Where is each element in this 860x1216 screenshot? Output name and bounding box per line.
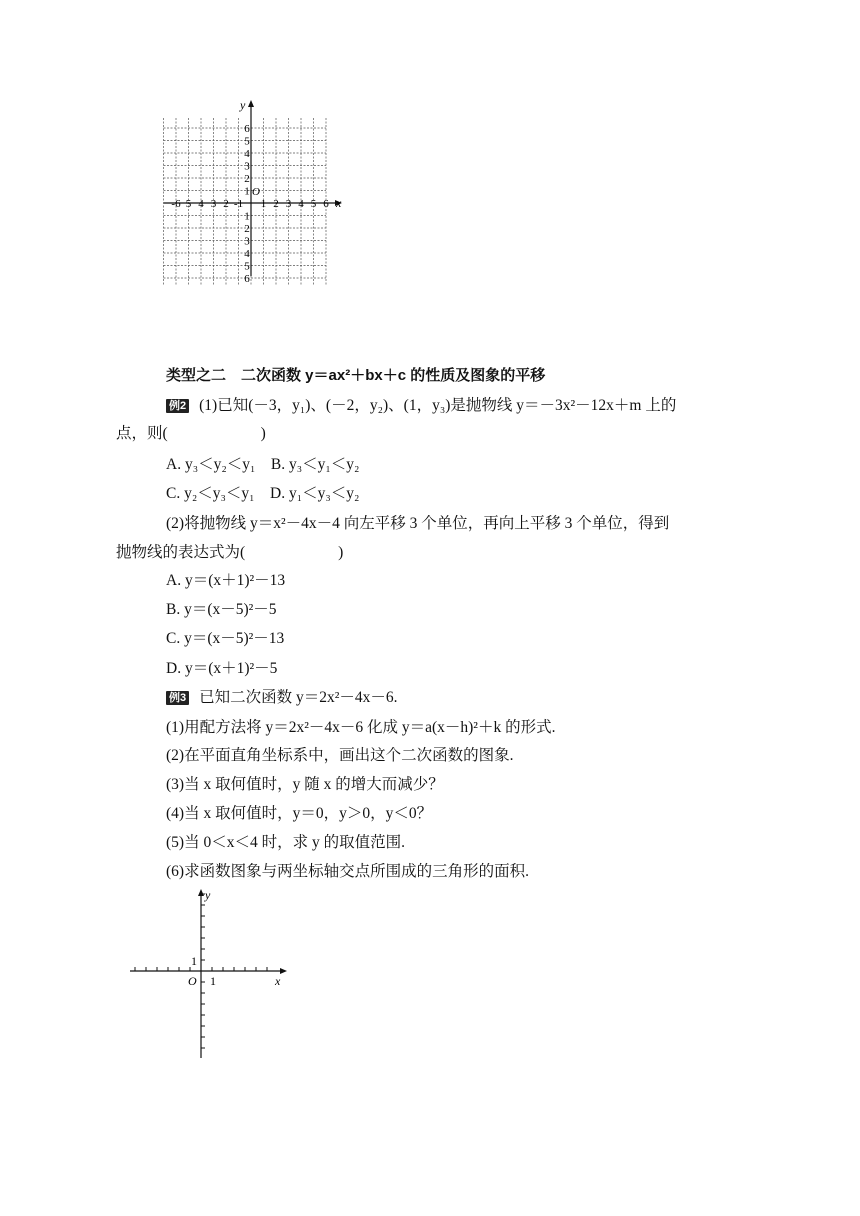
grid-x-tick-label: 2	[273, 198, 279, 210]
axes-x-label: x	[275, 974, 281, 988]
grid-y-tick-label: 6	[244, 123, 250, 135]
grid-x-tick-label: 3	[210, 198, 217, 210]
example2-q2-line2: 抛物线的表达式为( )	[116, 544, 344, 561]
grid-y-tick-label: 4	[244, 148, 250, 160]
grid-y-tick-label: 2	[244, 173, 250, 185]
grid-y-tick-label: 4	[244, 248, 250, 260]
grid-x-tick-label: 5	[185, 198, 192, 210]
example2-q2-option-d: D. y＝(x＋1)²－5	[166, 660, 278, 677]
example2-q1-line1	[166, 396, 676, 416]
axes-y-label: y	[205, 888, 211, 902]
grid-coordinate-figure	[160, 96, 360, 286]
example3-item-1: (1)用配方法将 y＝2x²－4x－6 化成 y＝a(x－h)²＋k 的形式.	[166, 719, 556, 736]
grid-x-tick-label: 6	[323, 198, 329, 210]
example3-item-2: (2)在平面直角坐标系中，画出这个二次函数的图象.	[166, 747, 514, 764]
grid-y-tick-label: 1	[244, 185, 250, 198]
example2-q1-options-row2: C. y₂＜y₃＜y₁ D. y₁＜y₃＜y₂	[166, 485, 360, 502]
example3-intro: 已知二次函数 y＝2x²－4x－6.	[199, 689, 398, 706]
axes-unit-x-label: 1	[210, 974, 216, 988]
grid-y-arrow-icon	[248, 100, 254, 107]
axes-y-arrow-icon	[198, 889, 204, 896]
example3-item-6: (6)求函数图象与两坐标轴交点所围成的三角形的面积.	[166, 863, 529, 880]
grid-x-tick-label: 1	[260, 198, 267, 210]
grid-x-tick-label: 4	[298, 198, 304, 210]
example2-q1-line2: 点，则( )	[116, 425, 266, 442]
grid-x-tick-label: 5	[310, 198, 317, 210]
grid-x-tick-label: 3	[285, 198, 292, 210]
grid-y-tick-label: 6	[244, 273, 250, 285]
example3-intro-line	[166, 688, 398, 708]
grid-x-tick-label: -1	[233, 198, 244, 210]
axes-unit-y-label: 1	[191, 954, 197, 968]
example2-q1-text: (1)已知(－3，y₁)、(－2，y₂)、(1，y₃)是抛物线 y＝－3x²－12x＋m 上的	[199, 397, 677, 414]
grid-x-tick-label: 4	[198, 198, 204, 210]
grid-x-tick-label: -6	[171, 198, 181, 210]
example2-badge: 例2	[166, 399, 189, 413]
example2-q2-option-c: C. y＝(x－5)²－13	[166, 630, 285, 647]
example3-item-5: (5)当 0＜x＜4 时，求 y 的取值范围.	[166, 834, 405, 851]
example3-badge: 例3	[166, 691, 189, 705]
section-heading: 类型之二 二次函数 y＝ax²＋bx＋c 的性质及图象的平移	[166, 367, 546, 384]
axes-x-arrow-icon	[280, 968, 287, 974]
grid-y-tick-label: 5	[244, 260, 250, 273]
grid-x-label: x	[336, 196, 342, 210]
axes-coordinate-figure	[124, 884, 294, 1062]
example2-q2-line1: (2)将抛物线 y＝x²－4x－4 向左平移 3 个单位，再向上平移 3 个单位，得到	[166, 515, 670, 532]
example2-q2-option-a: A. y＝(x＋1)²－13	[166, 572, 286, 589]
grid-y-tick-label: 3	[244, 160, 250, 173]
example3-item-4: (4)当 x 取何值时，y＝0，y＞0，y＜0？	[166, 805, 433, 822]
grid-x-tick-label: 2	[223, 198, 229, 210]
grid-y-tick-label: 3	[244, 235, 250, 248]
axes-origin-label: O	[188, 974, 197, 988]
grid-y-label: y	[240, 98, 246, 112]
grid-y-tick-label: 2	[244, 223, 250, 235]
grid-origin-label: O	[252, 186, 260, 198]
example2-q2-option-b: B. y＝(x－5)²－5	[166, 601, 277, 618]
grid-y-tick-label: 1	[244, 210, 250, 223]
example2-q1-options-row1: A. y₃＜y₂＜y₁ B. y₃＜y₁＜y₂	[166, 456, 360, 473]
grid-y-tick-label: 5	[244, 135, 250, 148]
example3-item-3: (3)当 x 取何值时，y 随 x 的增大而减少？	[166, 776, 444, 793]
